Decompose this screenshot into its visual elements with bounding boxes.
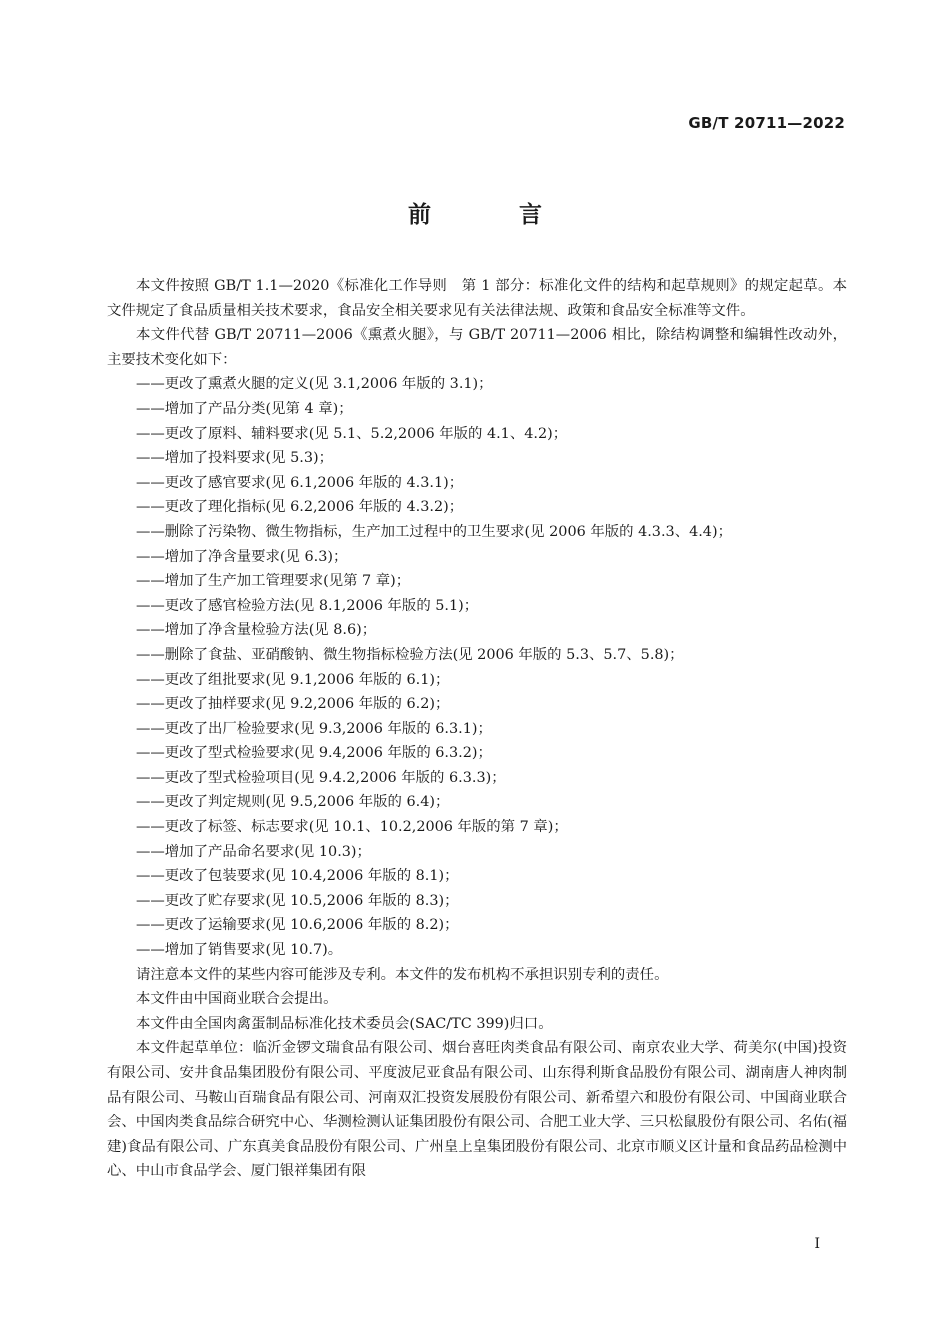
list-item: ——更改了型式检验项目(见 9.4.2,2006 年版的 6.3.3)；: [136, 769, 506, 786]
committee-statement: 本文件由全国肉禽蛋制品标准化技术委员会(SAC/TC 399)归口。: [136, 1015, 553, 1032]
list-item: ——增加了净含量要求(见 6.3)；: [136, 548, 348, 565]
list-item: ——删除了污染物、微生物指标，生产加工过程中的卫生要求(见 2006 年版的 4.3.3、4.4)；: [136, 523, 732, 540]
list-item: ——增加了产品命名要求(见 10.3)；: [136, 843, 371, 860]
list-item: ——更改了贮存要求(见 10.5,2006 年版的 8.3)；: [136, 892, 459, 909]
patent-notice: 请注意本文件的某些内容可能涉及专利。本文件的发布机构不承担识别专利的责任。: [136, 966, 669, 983]
list-item: ——增加了产品分类(见第 4 章)；: [136, 400, 353, 417]
list-item: ——更改了组批要求(见 9.1,2006 年版的 6.1)；: [136, 671, 450, 688]
list-item: ——更改了运输要求(见 10.6,2006 年版的 8.2)；: [136, 917, 459, 934]
page-number: I: [814, 1236, 820, 1252]
page-title: 前 言: [407, 202, 582, 228]
list-item: ——更改了型式检验要求(见 9.4,2006 年版的 6.3.2)；: [136, 745, 492, 762]
list-item: ——增加了销售要求(见 10.7)。: [136, 942, 343, 959]
proposer-statement: 本文件由中国商业联合会提出。: [136, 991, 338, 1008]
standard-number: GB/T 20711—2022: [688, 114, 845, 132]
intro-paragraph: 本文件代替 GB/T 20711—2006《熏煮火腿》，与 GB/T 20711—2006 相比，除结构调整和编辑性改动外，主要技术变化如下：: [107, 327, 847, 368]
list-item: ——更改了标签、标志要求(见 10.1、10.2,2006 年版的第 7 章)；: [136, 819, 568, 836]
list-item: ——更改了熏煮火腿的定义(见 3.1,2006 年版的 3.1)；: [136, 376, 493, 393]
list-item: ——更改了感官检验方法(见 8.1,2006 年版的 5.1)；: [136, 597, 479, 614]
list-item: ——增加了净含量检验方法(见 8.6)；: [136, 622, 377, 639]
list-item: ——更改了原料、辅料要求(见 5.1、5.2,2006 年版的 4.1、4.2)；: [136, 425, 568, 442]
list-item: ——更改了感官要求(见 6.1,2006 年版的 4.3.1)；: [136, 474, 464, 491]
list-item: ——更改了理化指标(见 6.2,2006 年版的 4.3.2)；: [136, 499, 464, 516]
list-item: ——增加了生产加工管理要求(见第 7 章)；: [136, 573, 411, 590]
change-list: [107, 372, 847, 962]
list-item: ——更改了判定规则(见 9.5,2006 年版的 6.4)；: [136, 794, 450, 811]
list-item: ——更改了抽样要求(见 9.2,2006 年版的 6.2)；: [136, 696, 450, 713]
list-item: ——删除了食盐、亚硝酸钠、微生物指标检验方法(见 2006 年版的 5.3、5.7、5.8)；: [136, 646, 684, 663]
list-item: ——增加了投料要求(见 5.3)；: [136, 450, 333, 467]
intro-paragraph: 本文件按照 GB/T 1.1—2020《标准化工作导则 第 1 部分：标准化文件的结构和起草规则》的规定起草。本文件规定了食品质量相关技术要求，食品安全相关要求见有关法律法规、政策和食品安全标准等文件。: [107, 278, 847, 319]
list-item: ——更改了出厂检验要求(见 9.3,2006 年版的 6.3.1)；: [136, 720, 492, 737]
document-body: [107, 274, 847, 1184]
list-item: ——更改了包装要求(见 10.4,2006 年版的 8.1)；: [136, 868, 459, 885]
drafting-units-paragraph: 本文件起草单位：临沂金锣文瑞食品有限公司、烟台喜旺肉类食品有限公司、南京农业大学、荷美尔(中国)投资有限公司、安井食品集团股份有限公司、平度波尼亚食品有限公司、山东得利斯食品股份有限公司、湖南唐人神肉制品有限公司、马鞍山百瑞食品有限公司、河南双汇投资发展股份有限公司、新希望六和股份有限公司、中国商业联合会、中国肉类食品综合研究中心、华测检测认证集团股份有限公司、合肥工业大学、三只松鼠股份有限公司、名佑(福建)食品有限公司、广东真美食品股份有限公司、广州皇上皇集团股份有限公司、北京市顺义区计量和食品药品检测中心、中山市食品学会、厦门银祥集团有限: [107, 1040, 847, 1180]
